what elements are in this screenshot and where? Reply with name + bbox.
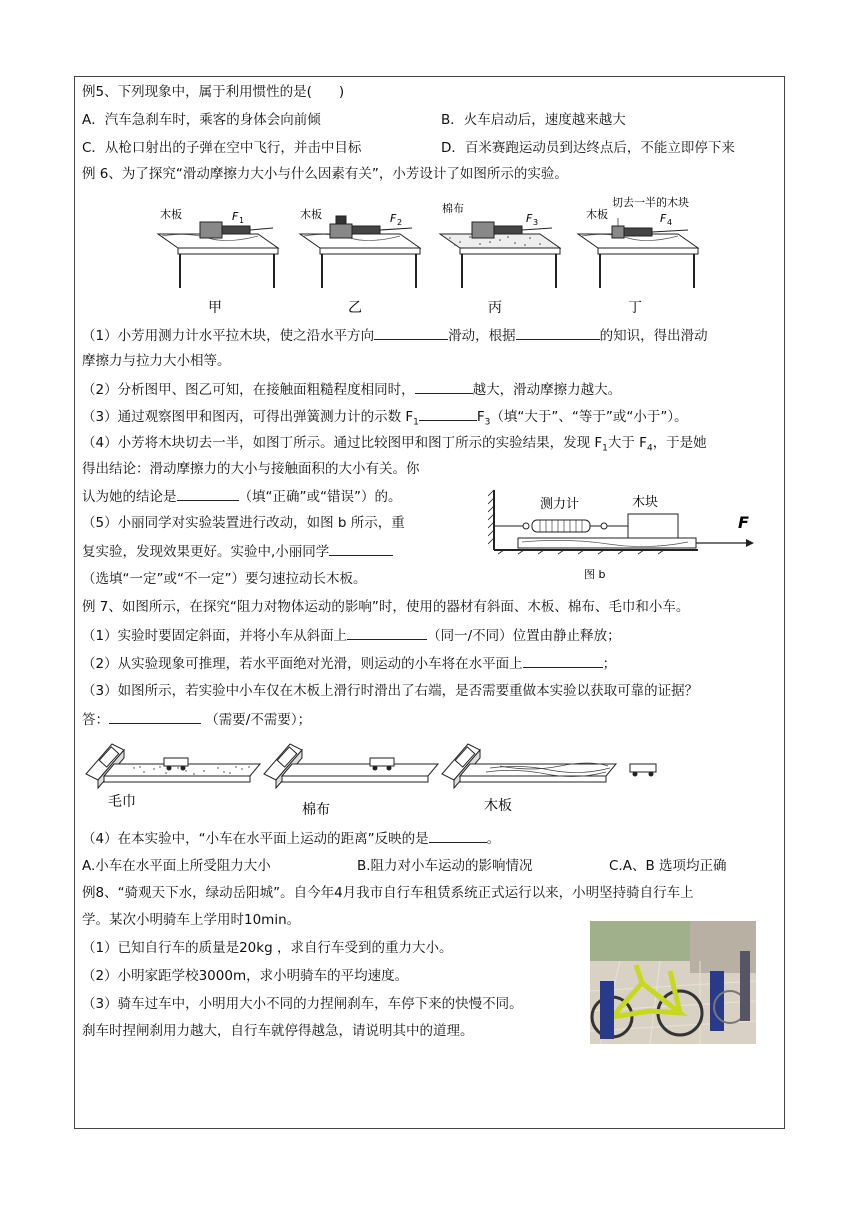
ex7-q3-answer-prefix: 答： xyxy=(82,712,109,728)
panel-yi-caption: 乙 xyxy=(348,300,362,316)
ex6-q4-line3 xyxy=(82,487,401,506)
ex7-q1-text-a: （1）实验时要固定斜面，并将小车从斜面上 xyxy=(82,628,348,644)
ex6-q4-line1 xyxy=(82,434,707,458)
ex7-q2-blank[interactable] xyxy=(523,654,603,668)
ex6-q1-blank-2[interactable] xyxy=(516,326,600,340)
ex7-q3-answer xyxy=(82,710,311,729)
ex7-intro: 例 7、如图所示，在探究“阻力对物体运动的影响”时，使用的器材有斜面、木板、棉布、毛巾和小车。 xyxy=(82,599,690,615)
ex5-question: 例5、下列现象中，属于利用惯性的是( ) xyxy=(82,84,345,100)
panel-ding xyxy=(578,195,698,288)
ex6-q3-sub3: 3 xyxy=(484,417,491,428)
ex6-q1-text-a: （1）小芳用测力计水平拉木块，使之沿水平方向 xyxy=(82,328,375,344)
incline-wood xyxy=(442,744,616,788)
ex6-q4-text-e: （填“正确”或“错误”）的。 xyxy=(238,489,402,505)
ex6-q4-line2: 得出结论：滑动摩擦力的大小与接触面积的大小有关。你 xyxy=(82,461,420,477)
panel-yi-force: F xyxy=(390,212,397,225)
ex6-q4-sub4: 4 xyxy=(646,443,653,454)
figb-meter-label: 测力计 xyxy=(540,497,580,512)
ex6-q3-mid: F xyxy=(476,409,485,425)
incline-cotton xyxy=(264,744,438,788)
ex6-q1-line1 xyxy=(82,326,708,345)
ex6-q2-text-a: （2）分析图甲、图乙可知，在接触面粗糙程度相同时， xyxy=(82,382,415,398)
ex6-q3-blank[interactable] xyxy=(419,407,477,421)
ex7-q1 xyxy=(82,626,621,645)
ex7-option-a: A.小车在水平面上所受阻力大小 xyxy=(82,858,271,874)
ex6-q3-sub1: 1 xyxy=(413,417,419,428)
ex7-q1-text-b: （同一/不同）位置由静止释放； xyxy=(427,628,621,644)
ex6-q4-text-a: （4）小芳将木块切去一半，如图丁所示。通过比较图甲和图丁所示的实验结果，发现 F xyxy=(82,435,603,451)
ex6-q4-mid: 大于 F xyxy=(607,435,647,451)
panel-bing-caption: 丙 xyxy=(488,300,502,316)
ex7-q4-blank[interactable] xyxy=(429,829,487,843)
ex7-q4-text-a: （4）在本实验中，“小车在水平面上运动的距离”反映的是 xyxy=(82,831,429,847)
ex7-q2 xyxy=(82,654,616,673)
ex8-q3-line2: 刹车时捏闸刹用力越大，自行车就停得越急，请说明其中的道理。 xyxy=(82,1023,474,1039)
figure-b xyxy=(488,482,760,584)
incline-label-towel: 毛巾 xyxy=(108,794,136,810)
incline-label-cotton: 棉布 xyxy=(302,802,330,818)
ex8-q2: （2）小明家距学校3000m，求小明骑车的平均速度。 xyxy=(82,968,409,984)
ex6-q1-text-b: 滑动，根据 xyxy=(448,328,516,344)
panel-yi xyxy=(300,207,420,288)
ex6-intro: 例 6、为了探究“滑动摩擦力大小与什么因素有关”，小芳设计了如图所示的实验。 xyxy=(82,166,568,182)
ex6-q5-line3: （选填“一定”或“不一定”）要匀速拉动长木板。 xyxy=(82,571,367,587)
figb-caption: 图 b xyxy=(584,568,606,581)
ex5-option-b: B．火车启动后，速度越来越大 xyxy=(441,112,626,128)
ex6-q3-text-b: （填“大于”、“等于”或“小于”）。 xyxy=(490,409,688,425)
ex6-q5-line1: （5）小丽同学对实验装置进行改动，如图 b 所示，重 xyxy=(82,515,405,531)
ex8-intro-line1: 例8、“骑观天下水，绿动岳阳城”。自今年4月我市自行车租赁系统正式运行以来，小明坚持骑自行车上 xyxy=(82,885,694,901)
panel-jia-caption: 甲 xyxy=(208,300,222,316)
panel-ding-label: 木板 xyxy=(586,208,608,221)
figb-force-label: F xyxy=(738,513,749,532)
ex5-option-d: D．百米赛跑运动员到达终点后，不能立即停下来 xyxy=(441,140,735,156)
ex6-q5-text-b: 复实验，发现效果更好。实验中,小丽同学 xyxy=(82,544,330,560)
ex6-q1-text-c: 的知识，得出滑动 xyxy=(599,328,708,344)
ex7-q4 xyxy=(82,829,500,848)
ex6-q4-sub1: 1 xyxy=(602,443,608,454)
panel-jia-force-sub: 1 xyxy=(239,216,245,225)
ex6-q5-line2 xyxy=(82,542,393,561)
ex7-q2-text-b: ； xyxy=(602,656,617,672)
ex6-q2-blank[interactable] xyxy=(415,380,473,394)
incline-experiment-figure xyxy=(84,738,704,820)
figb-block-label: 木块 xyxy=(632,495,659,510)
panel-jia-force: F xyxy=(232,210,239,223)
ex8-q3-line1: （3）骑车过车中，小明用大小不同的力捏闸刹车，车停下来的快慢不同。 xyxy=(82,996,523,1012)
ex6-q4-text-d: 认为她的结论是 xyxy=(82,489,177,505)
ex7-q3-answer-suffix: （需要/不需要）； xyxy=(205,712,312,728)
ex5-option-a: A．汽车急刹车时，乘客的身体会向前倾 xyxy=(82,112,321,128)
bike-rental-photo xyxy=(590,921,756,1044)
panel-yi-label: 木板 xyxy=(300,208,322,221)
ex6-q3-text-a: （3）通过观察图甲和图丙，可得出弹簧测力计的示数 F xyxy=(82,409,414,425)
ex7-q1-blank[interactable] xyxy=(347,626,427,640)
ex8-q1: （1）已知自行车的质量是20kg ，求自行车受到的重力大小。 xyxy=(82,940,453,956)
ex7-q3: （3）如图所示，若实验中小车仅在木板上滑行时滑出了右端，是否需要重做本实验以获取可靠的证据？ xyxy=(82,683,699,699)
ex8-intro-line2: 学。某次小明骑车上学用时10min。 xyxy=(82,912,301,928)
ex6-q5-blank[interactable] xyxy=(329,542,393,556)
ex6-q1-blank-1[interactable] xyxy=(374,326,448,340)
panel-jia xyxy=(158,207,278,288)
ex6-q2 xyxy=(82,380,621,399)
ex6-q1-line2: 摩擦力与拉力大小相等。 xyxy=(82,353,231,369)
ex7-option-c: C.A、B 选项均正确 xyxy=(609,858,727,874)
panel-bing xyxy=(440,201,560,288)
ex6-q3 xyxy=(82,407,688,432)
ex6-q4-blank[interactable] xyxy=(177,487,239,501)
ex6-q2-text-b: 越大，滑动摩擦力越大。 xyxy=(472,382,622,398)
panel-bing-force-sub: 3 xyxy=(533,218,539,227)
panel-bing-label: 棉布 xyxy=(442,202,464,215)
incline-label-wood: 木板 xyxy=(484,798,512,814)
incline-towel xyxy=(86,744,260,788)
panel-bing-force: F xyxy=(526,212,533,225)
ex7-option-b: B.阻力对小车运动的影响情况 xyxy=(357,858,533,874)
ex7-q4-text-b: 。 xyxy=(486,831,501,847)
panel-ding-extra: 切去一半的木块 xyxy=(612,196,689,209)
friction-experiment-figure xyxy=(150,192,710,320)
panel-jia-label: 木板 xyxy=(160,208,182,221)
panel-ding-force-sub: 4 xyxy=(667,218,673,227)
ex7-q3-blank[interactable] xyxy=(109,710,201,724)
panel-yi-force-sub: 2 xyxy=(397,218,403,227)
ex5-option-c: C．从枪口射出的子弹在空中飞行，并击中目标 xyxy=(82,140,362,156)
panel-ding-caption: 丁 xyxy=(628,300,642,316)
ex7-q2-text-a: （2）从实验现象可推理，若水平面绝对光滑，则运动的小车将在水平面上 xyxy=(82,656,523,672)
ex6-q4-text-b: ，于是她 xyxy=(652,435,707,451)
panel-ding-force: F xyxy=(660,212,667,225)
